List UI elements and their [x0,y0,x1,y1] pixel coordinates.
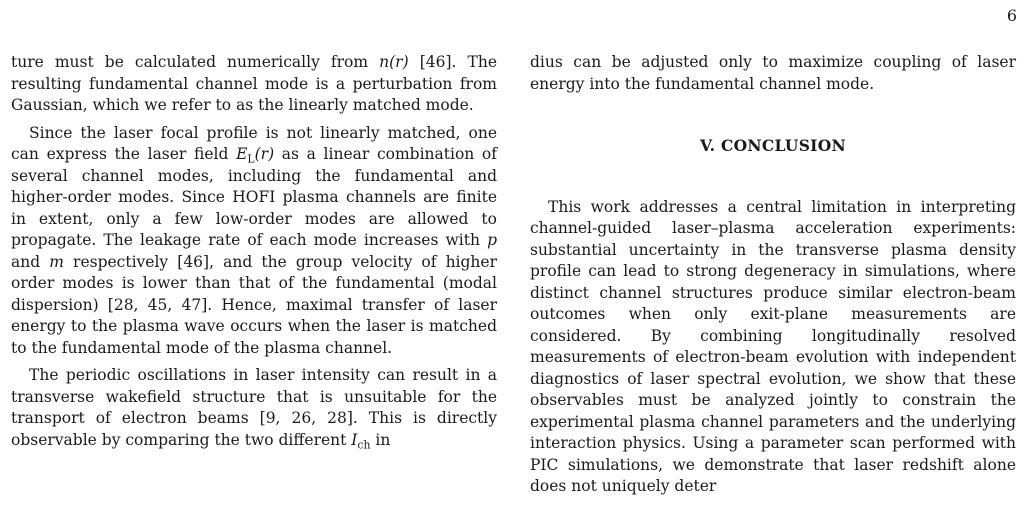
math-laser-field: $E_L(r)$ [236,145,275,166]
paragraph: The periodic oscillations in laser intensity can result in a transverse wakefield structure that is unsuitable for the transport of electron beams [9, 26, 28]. This is directly observable by comparing the two different $I_{ch}$ in [11,366,497,451]
math-m: m [49,252,64,271]
paragraph: Since the laser focal profile is not linearly matched, one can express the laser field $E_L(r)$ as a linear combination of several channel modes, including the fundamental and higher-order modes. Since HOFI plasma channels are finite in extent, only a few low-order modes are allowed to propagate. The leakage rate of each mode increases with p and m respectively [46], and the group velocity of higher order modes is lower than that of the fundamental (modal dispersion) [28, 45, 47]. Hence, maximal transfer of laser energy to the plasma wave occurs when the laser is matched to the fundamental mode of the plasma channel. [11,123,497,357]
math-p: p [487,231,497,249]
page-number: 6 [1006,6,1017,25]
math-i-ch: $I_{ch}$ [351,430,371,451]
paragraph: dius can be adjusted only to maximize coupling of laser energy into the fundamental channel mode. [530,53,1016,93]
left-column [11,52,497,451]
paragraph: This work addresses a central limitation in interpreting channel-guided laser–plasma acceleration experiments: substantial uncertainty in the transverse plasma density profile can lead to strong degeneracy in simulations, where distinct channel structures produce similar electron-beam outcomes when only exit-plane measurements are considered. By combining longitudinally resolved measurements of electron-beam evolution with independent diagnostics of laser spectral evolution, we show that these observables must be analyzed jointly to constrain the experimental plasma channel parameters and the underlying interaction physics. Using a parameter scan performed with PIC simulations, we demonstrate that laser redshift alone does not uniquely deter [530,197,1016,495]
math-n-of-r: n(r) [379,53,409,71]
right-column [530,52,1016,498]
paragraph: ture must be calculated numerically from n(r) [46]. The resulting fundamental channel mode is a perturbation from Gaussian, which we refer to as the linearly matched mode. [11,53,497,114]
section-heading: V. CONCLUSION [699,136,847,155]
